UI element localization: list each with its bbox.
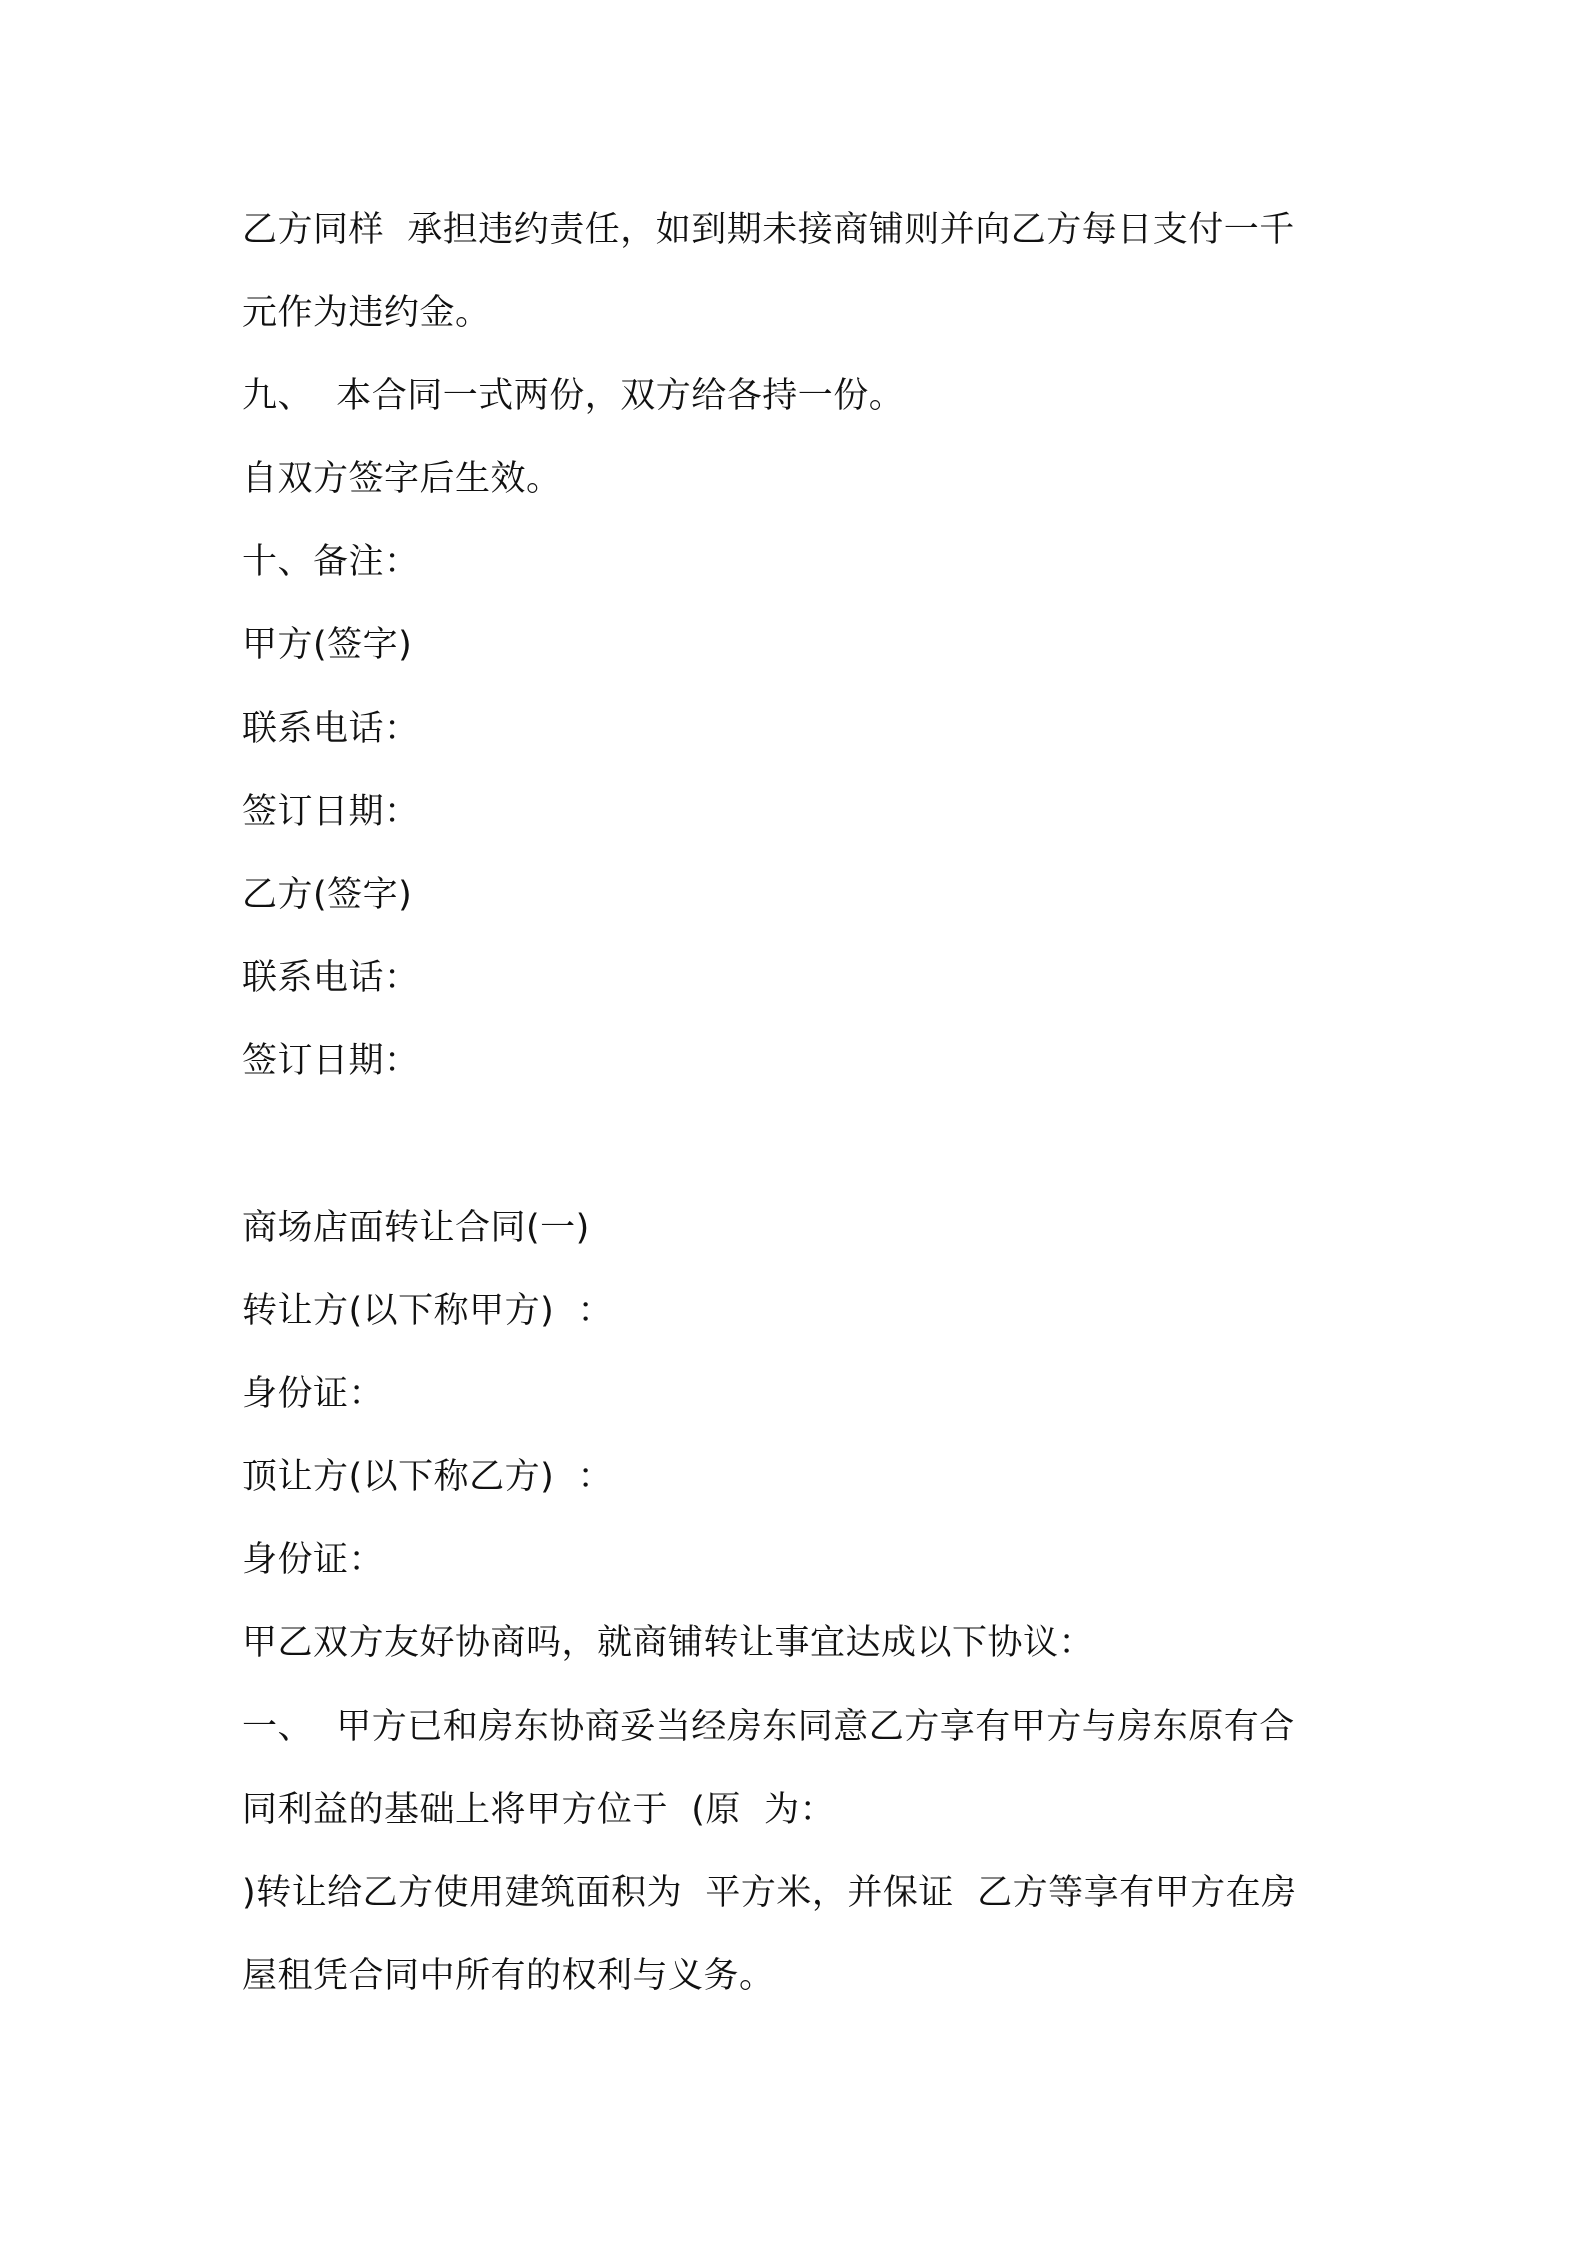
transferor-label: 转让方(以下称甲方) ： <box>242 1291 614 1331</box>
transferee-id-label: 身份证： <box>242 1540 385 1580</box>
text-line: 自双方签字后生效。 <box>242 459 562 499</box>
text-line: 元作为违约金。 <box>242 293 491 333</box>
text-line: 乙方同样 承担违约责任，如到期未接商铺则并向乙方每日支付一千 <box>242 210 1295 250</box>
party-a-phone-label: 联系电话： <box>242 709 420 749</box>
agreement-intro: 甲乙双方友好协商吗，就商铺转让事宜达成以下协议： <box>242 1623 1095 1663</box>
clause-one-text: )转让给乙方使用建筑面积为 平方米，并保证 乙方等享有甲方在房 <box>242 1873 1297 1913</box>
party-b-signature-label: 乙方(签字) <box>242 875 413 915</box>
clause-heading-ten: 十、备注： <box>242 542 420 582</box>
clause-one-text: 屋租凭合同中所有的权利与义务。 <box>242 1956 775 1996</box>
party-a-date-label: 签订日期： <box>242 792 420 832</box>
transferee-label: 顶让方(以下称乙方) ： <box>242 1457 614 1497</box>
clause-one-text: 一、 甲方已和房东协商妥当经房东同意乙方享有甲方与房东原有合 <box>242 1707 1295 1747</box>
clause-heading-nine: 九、 本合同一式两份，双方给各持一份。 <box>242 376 905 416</box>
transferor-id-label: 身份证： <box>242 1374 385 1414</box>
contract-title: 商场店面转让合同(一) <box>242 1208 590 1248</box>
clause-one-text: 同利益的基础上将甲方位于 (原 为： <box>242 1790 836 1830</box>
party-b-phone-label: 联系电话： <box>242 958 420 998</box>
party-b-date-label: 签订日期： <box>242 1041 420 1081</box>
party-a-signature-label: 甲方(签字) <box>242 625 413 665</box>
